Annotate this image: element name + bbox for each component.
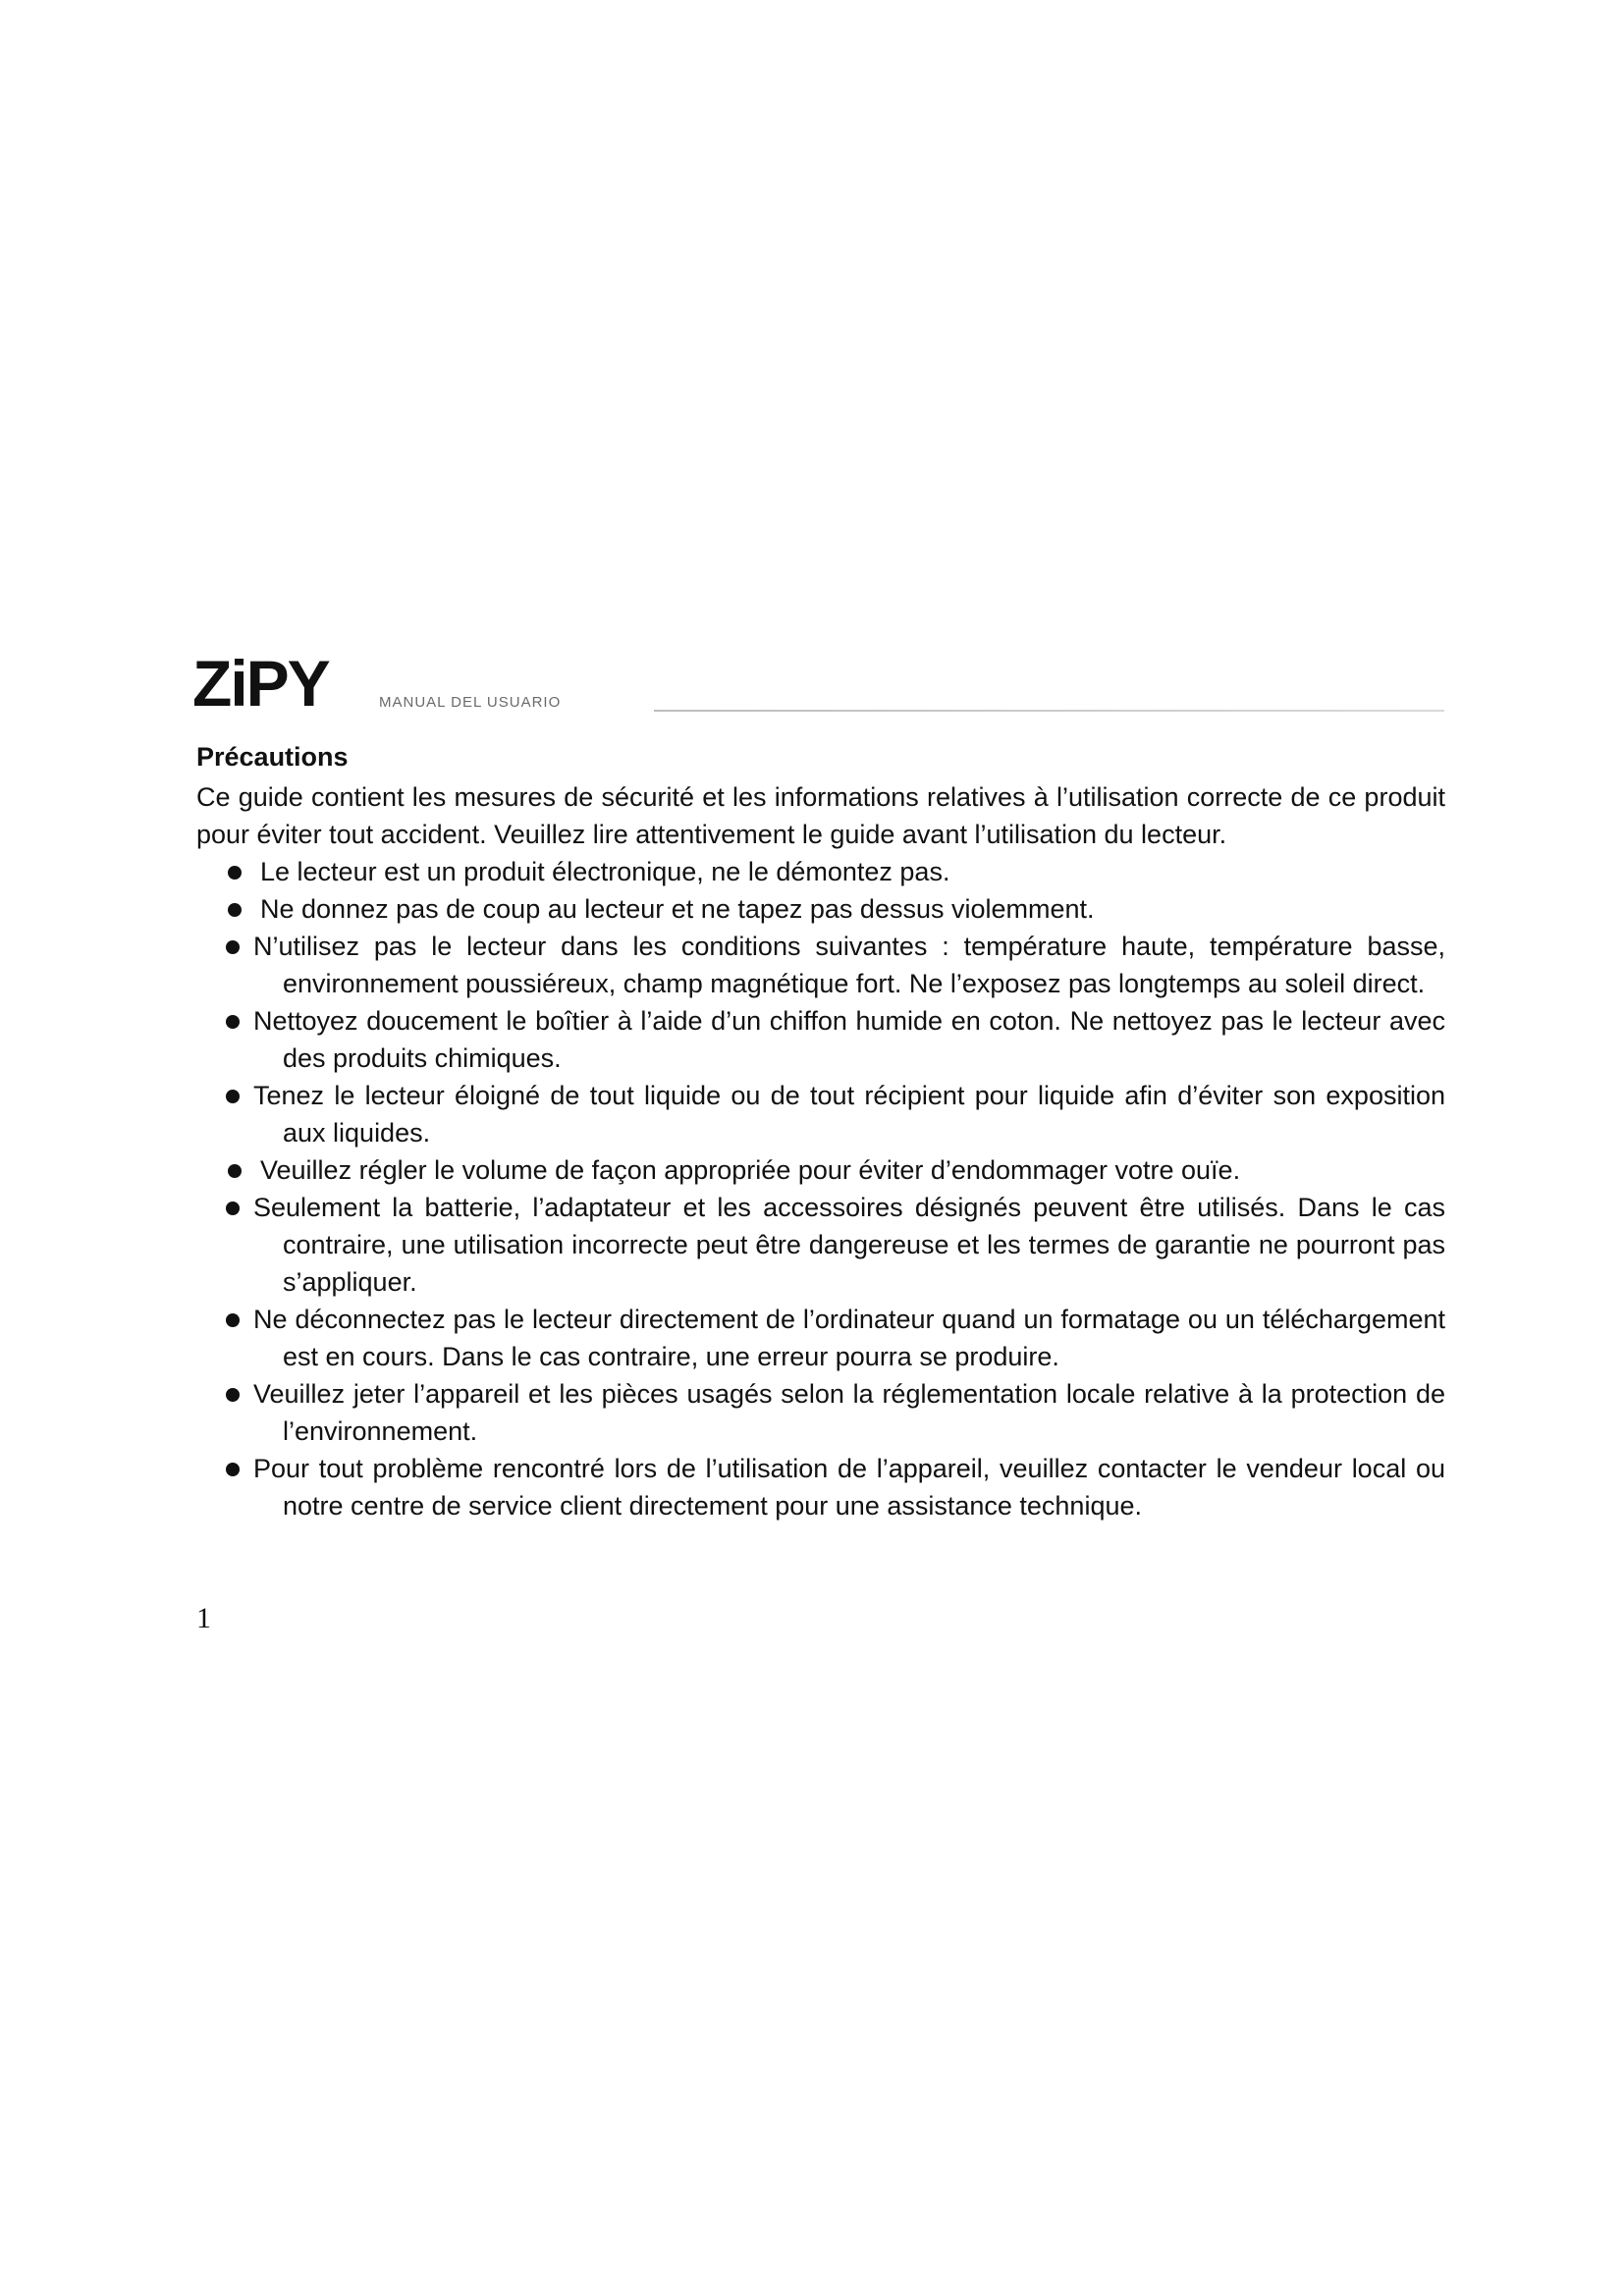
list-item bbox=[196, 853, 1445, 890]
intro-paragraph: Ce guide contient les mesures de sécurité et les informations relatives à l’utilisation correcte de ce produit pour éviter tout accident. Veuillez lire attentivement le guide avant l’utilisation du lecteur. bbox=[196, 782, 1445, 849]
bullet-icon bbox=[228, 866, 242, 880]
list-item bbox=[196, 1301, 1445, 1375]
manual-subtitle: MANUAL DEL USUARIO bbox=[379, 694, 562, 711]
bullet-icon bbox=[228, 1164, 242, 1178]
list-item-text: Le lecteur est un produit électronique, ne le démontez pas. bbox=[260, 857, 950, 886]
list-item-text: Ne déconnectez pas le lecteur directement de l’ordinateur quand un formatage ou un téléchargement est en cours. Dans le cas contraire, une erreur pourra se produire. bbox=[253, 1305, 1445, 1371]
precautions-section bbox=[196, 738, 1445, 1524]
precautions-list bbox=[196, 853, 1445, 1524]
list-item-text: Seulement la batterie, l’adaptateur et les accessoires désignés peuvent être utilisés. Dans le cas contraire, une utilisation incorrecte peut être dangereuse et les termes de garantie ne pourront pas s’appliquer. bbox=[253, 1193, 1445, 1297]
list-item bbox=[196, 1151, 1445, 1189]
bullet-icon bbox=[226, 1313, 240, 1327]
bullet-icon bbox=[226, 1463, 240, 1476]
bullet-icon bbox=[226, 1201, 240, 1215]
list-item bbox=[196, 890, 1445, 928]
list-item-text: Veuillez jeter l’appareil et les pièces usagés selon la réglementation locale relative à la protection de l’environnement. bbox=[253, 1379, 1445, 1446]
bullet-icon bbox=[226, 1015, 240, 1029]
list-item-text: Pour tout problème rencontré lors de l’utilisation de l’appareil, veuillez contacter le vendeur local ou notre centre de service client directement pour une assistance technique. bbox=[253, 1454, 1445, 1521]
list-item-text: Nettoyez doucement le boîtier à l’aide d’un chiffon humide en coton. Ne nettoyez pas le lecteur avec des produits chimiques. bbox=[253, 1006, 1445, 1073]
list-item-text: N’utilisez pas le lecteur dans les conditions suivantes : température haute, température basse, environnement poussiéreux, champ magnétique fort. Ne l’exposez pas longtemps au soleil direct. bbox=[253, 932, 1445, 998]
bullet-icon bbox=[226, 1090, 240, 1103]
list-item bbox=[196, 928, 1445, 1002]
list-item-text: Ne donnez pas de coup au lecteur et ne tapez pas dessus violemment. bbox=[260, 894, 1095, 924]
bullet-icon bbox=[226, 940, 240, 954]
page-header bbox=[192, 647, 1444, 720]
list-item-text: Tenez le lecteur éloigné de tout liquide ou de tout récipient pour liquide afin d’éviter son exposition aux liquides. bbox=[253, 1081, 1445, 1148]
list-item bbox=[196, 1077, 1445, 1151]
bullet-icon bbox=[228, 903, 242, 917]
brand-logo: ZiPY bbox=[192, 647, 329, 720]
page-number: 1 bbox=[196, 1602, 211, 1634]
section-title: Précautions bbox=[196, 742, 349, 772]
list-item-text: Veuillez régler le volume de façon appropriée pour éviter d’endommager votre ouïe. bbox=[260, 1155, 1241, 1185]
bullet-icon bbox=[226, 1388, 240, 1402]
list-item bbox=[196, 1375, 1445, 1450]
header-rule bbox=[654, 710, 1444, 712]
list-item bbox=[196, 1450, 1445, 1524]
list-item bbox=[196, 1002, 1445, 1077]
list-item bbox=[196, 1189, 1445, 1301]
